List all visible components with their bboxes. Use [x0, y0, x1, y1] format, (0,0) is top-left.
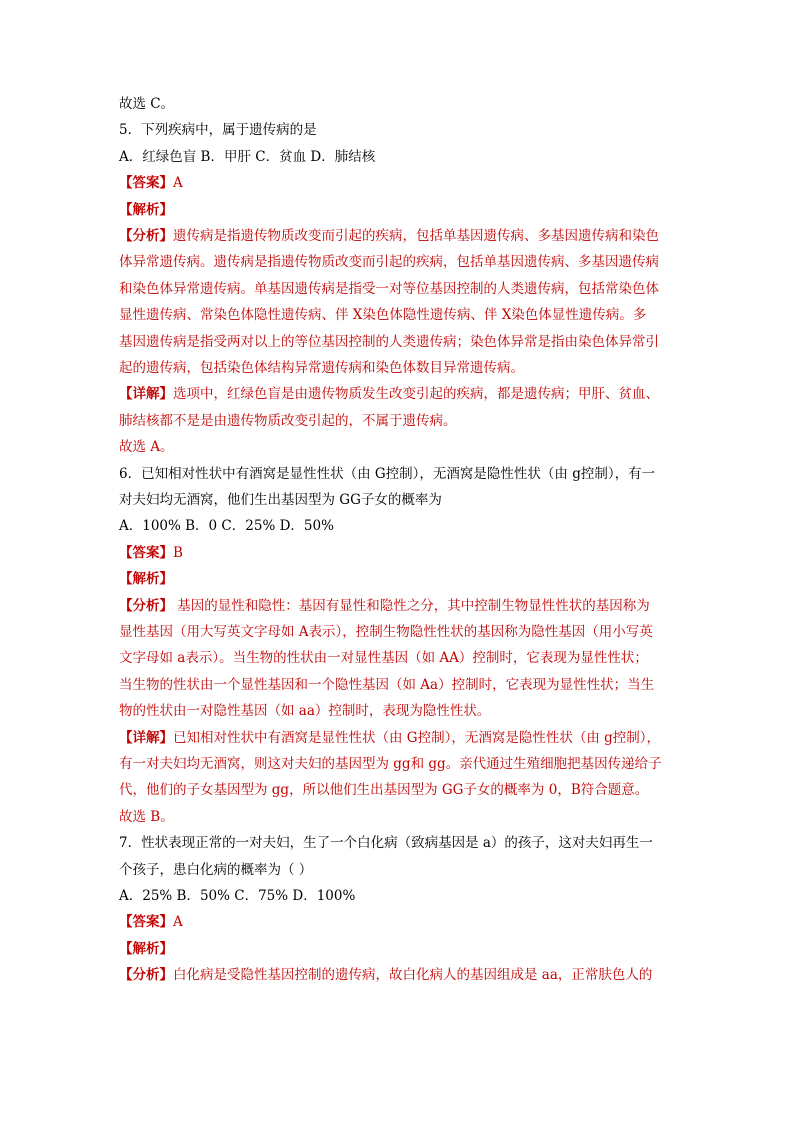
text-line	[119, 648, 679, 668]
text-run: A．红绿色盲 B．甲肝 C．贫血 D．肺结核	[119, 148, 376, 165]
text-line	[119, 754, 679, 774]
text-run: A．100% B．0 C．25% D．50%	[119, 518, 334, 535]
text-line	[119, 147, 679, 167]
text-line	[119, 860, 679, 880]
section-tag: 【解析】	[119, 571, 173, 588]
text-run: 体异常遗传病。遗传病是指遗传物质改变而引起的疾病，包括单基因遗传病、多基因遗传病	[119, 254, 659, 271]
text-run: 有一对夫妇均无酒窝，则这对夫妇的基因型为 gg和 gg。亲代通过生殖细胞把基因传递给子	[119, 756, 662, 772]
text-line	[119, 252, 679, 272]
text-run: 当生物的性状由一个显性基因和一个隐性基因（如 Aa）控制时，它表现为显性性状；当生	[119, 676, 655, 693]
text-line	[119, 226, 679, 246]
text-line	[119, 384, 679, 404]
text-line	[119, 912, 679, 932]
text-run: 物的性状由一对隐性基因（如 aa）控制时，表现为隐性性状。	[119, 703, 491, 720]
section-tag: 【答案】	[119, 914, 173, 931]
text-line	[119, 728, 679, 748]
section-tag: 【详解】	[119, 386, 173, 403]
text-run: 肺结核都不是是由遗传物质改变引起的，不属于遗传病。	[119, 412, 457, 429]
text-line	[119, 332, 679, 352]
text-run: 已知相对性状中有酒窝是显性性状（由 G控制），无酒窝是隐性性状（由 g控制），	[173, 729, 661, 746]
text-run: 7．性状表现正常的一对夫妇，生了一个白化病（致病基因是 a）的孩子，这对夫妇再生一	[119, 835, 653, 852]
text-line	[119, 807, 679, 827]
text-run: A	[173, 914, 183, 931]
text-line	[119, 701, 679, 721]
text-run: 代，他们的子女基因型为 gg，所以他们生出基因型为 GG子女的概率为 0，B符合题意。	[119, 782, 649, 799]
text-line	[119, 94, 679, 114]
text-run: 5．下列疾病中，属于遗传病的是	[119, 122, 317, 139]
text-run: 基因遗传病是指受两对以上的等位基因控制的人类遗传病；染色体异常是指由染色体异常引	[119, 333, 659, 350]
text-run: 白化病是受隐性基因控制的遗传病，故白化病人的基因组成是 aa，正常肤色人的	[173, 967, 653, 984]
text-line	[119, 411, 679, 431]
text-run: A	[173, 175, 183, 192]
text-run: 故选 B。	[119, 808, 174, 825]
text-run: 对夫妇均无酒窝，他们生出基因型为 GG子女的概率为	[119, 492, 442, 508]
text-line	[119, 490, 679, 510]
section-tag: 【答案】	[119, 544, 173, 561]
text-run: 故选 C。	[119, 96, 175, 112]
text-line	[119, 279, 679, 299]
text-line	[119, 886, 679, 906]
text-line	[119, 358, 679, 378]
text-run: 起的遗传病，包括染色体结构异常遗传病和染色体数目异常遗传病。	[119, 360, 524, 376]
text-run: 故选 A。	[119, 439, 174, 456]
text-line	[119, 516, 679, 536]
text-line	[119, 437, 679, 457]
text-run: 和染色体异常遗传病。单基因遗传病是指受一对等位基因控制的人类遗传病，包括常染色体	[119, 280, 659, 297]
text-run: 6．已知相对性状中有酒窝是显性性状（由 G控制），无酒窝是隐性性状（由 g控制），有一	[119, 465, 656, 482]
text-line	[119, 965, 679, 985]
section-tag: 【详解】	[119, 729, 173, 746]
section-tag: 【分析】	[119, 228, 173, 244]
text-run: 显性遗传病、常染色体隐性遗传病、伴 X染色体隐性遗传病、伴 X染色体显性遗传病。多	[119, 307, 647, 324]
text-run: A．25% B．50% C．75% D．100%	[119, 888, 356, 904]
text-line	[119, 780, 679, 800]
text-line	[119, 305, 679, 325]
text-run: 个孩子，患白化病的概率为（ ）	[119, 861, 313, 878]
text-run: 文字母如 a表示）。当生物的性状由一对显性基因（如 AA）控制时，它表现为显性性状；	[119, 650, 648, 667]
text-run: 基因的显性和隐性：基因有显性和隐性之分，其中控制生物显性性状的基因称为	[173, 597, 650, 614]
text-line	[119, 120, 679, 140]
text-line	[119, 173, 679, 193]
section-tag: 【解析】	[119, 201, 173, 218]
text-run: 遗传病是指遗传物质改变而引起的疾病，包括单基因遗传病、多基因遗传病和染色	[173, 228, 659, 244]
text-run: B	[173, 544, 183, 561]
section-tag: 【解析】	[119, 940, 173, 957]
text-line	[119, 675, 679, 695]
section-tag: 【分析】	[119, 967, 173, 984]
text-line	[119, 543, 679, 563]
text-line	[119, 596, 679, 616]
text-run: 显性基因（用大写英文字母如 A表示），控制生物隐性性状的基因称为隐性基因（用小写英	[119, 624, 653, 640]
text-line	[119, 464, 679, 484]
text-run: 选项中，红绿色盲是由遗传物质发生改变引起的疾病，都是遗传病；甲肝、贫血、	[173, 386, 659, 403]
text-line	[119, 939, 679, 959]
text-line	[119, 833, 679, 853]
section-tag: 【答案】	[119, 175, 173, 192]
section-tag: 【分析】	[119, 597, 173, 614]
text-line	[119, 569, 679, 589]
text-line	[119, 200, 679, 220]
text-line	[119, 622, 679, 642]
